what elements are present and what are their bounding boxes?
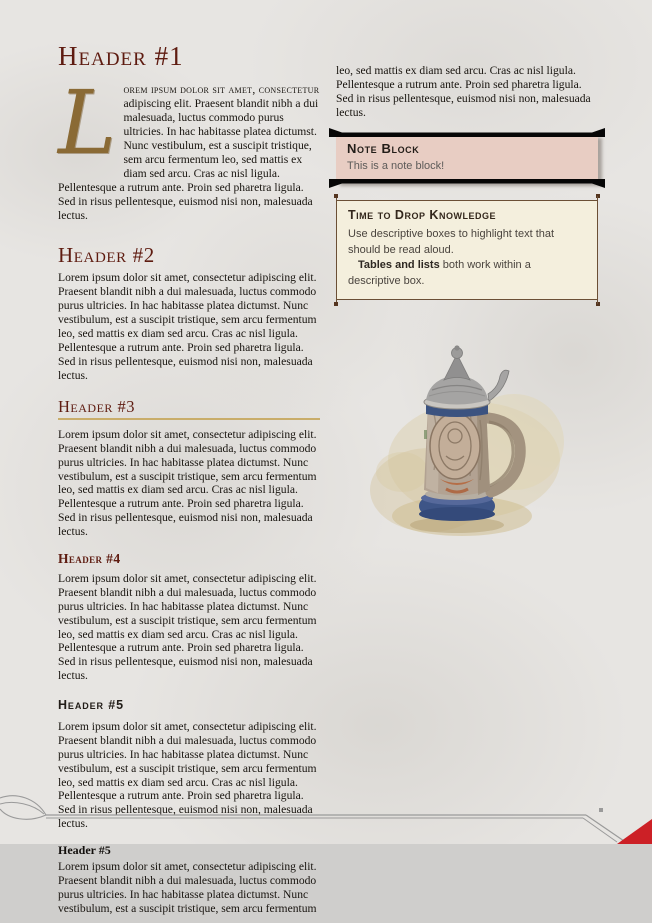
red-corner-triangle [617,819,652,844]
note-block [336,134,598,183]
note-top-bar-ornament [329,128,605,137]
heading-6: Header #5 [58,843,111,858]
heading-1: Header #1 [58,41,184,71]
left-column [58,34,320,923]
descriptive-box-paragraph: Use descriptive boxes to highlight text that should be read aloud. [348,227,555,256]
footer-square-dot [599,808,603,812]
paragraph-truncated: Lorem ipsum dolor sit amet, consectetur adipiscing elit. Praesent blandit nibh a dui malesuada, luctus commodo purus ultricies. In hac habitasse platea dictumst. Nunc vestibulum, est a suscipit tristique, sem arcu fermentum [58,859,317,915]
note-block-body: This is a note block! [347,159,445,172]
corner-dot-icon [334,194,338,198]
descriptive-box [336,200,598,300]
smallcaps-lead: orem ipsum dolor sit amet, consectetur [123,83,320,97]
note-bottom-bar-ornament [329,179,605,188]
dropcap-paragraph [58,71,320,222]
paragraph: Lorem ipsum dolor sit amet, consectetur adipiscing elit. Praesent blandit nibh a dui malesuada, luctus commodo purus ultricies. In hac habitasse platea dictumst. Nunc vestibulum, est a suscipit tristique, sem arcu fermentum leo, sed mattis ex diam sed arcu. Cras ac nisl ligula. Pellentesque a rutrum ante. Proin sed pharetra ligula. Sed in risus pellentesque, euismod nisi non, malesuada lectus. [58,271,317,382]
drop-cap-letter: L [58,71,117,175]
beer-stein-illustration [362,330,572,542]
right-column [336,34,598,542]
paragraph: Lorem ipsum dolor sit amet, consectetur adipiscing elit. Praesent blandit nibh a dui malesuada, luctus commodo purus ultricies. In hac habitasse platea dictumst. Nunc vestibulum, est a suscipit tristique, sem arcu fermentum leo, sed mattis ex diam sed arcu. Cras ac nisl ligula. Pellentesque a rutrum ante. Proin sed pharetra ligula. Sed in risus pellentesque, euismod nisi non, malesuada lectus. [58,427,317,539]
descriptive-box-paragraph-2: Tables and lists both work within a descriptive box. [348,259,531,288]
dropcap-paragraph-rest: adipiscing elit. Praesent blandit nibh a dui malesuada, luctus commodo purus ultricies. In hac habitasse platea dictumst. Nunc vestibulum, est a suscipit tristique, sem arcu fermentum leo, sed mattis ex diam sed arcu. Cras ac nisl ligula. Pellentesque a rutrum ante. Proin sed pharetra ligula. Sed in risus pellentesque, euismod nisi non, malesuada lectus. [58,97,319,222]
heading-4: Header #4 [58,551,121,567]
footer-flourish [0,792,652,844]
corner-dot-icon [596,194,600,198]
heading-3: Header #3 [58,398,320,420]
note-block-title: Note Block [347,140,420,156]
descriptive-box-title: Time to Drop Knowledge [348,208,496,223]
heading-2: Header #2 [58,243,155,268]
continuation-paragraph: leo, sed mattis ex diam sed arcu. Cras ac nisl ligula. Pellentesque a rutrum ante. Proin sed pharetra ligula. Sed in risus pellentesque, euismod nisi non, malesuada lectus. [336,64,591,119]
paragraph: Lorem ipsum dolor sit amet, consectetur adipiscing elit. Praesent blandit nibh a dui malesuada, luctus commodo purus ultricies. In hac habitasse platea dictumst. Nunc vestibulum, est a suscipit tristique, sem arcu fermentum leo, sed mattis ex diam sed arcu. Cras ac nisl ligula. Pellentesque a rutrum ante. Proin sed pharetra ligula. Sed in risus pellentesque, euismod nisi non, malesuada lectus. [58,719,317,831]
paragraph: Lorem ipsum dolor sit amet, consectetur adipiscing elit. Praesent blandit nibh a dui malesuada, luctus commodo purus ultricies. In hac habitasse platea dictumst. Nunc vestibulum, est a suscipit tristique, sem arcu fermentum leo, sed mattis ex diam sed arcu. Cras ac nisl ligula. Pellentesque a rutrum ante. Proin sed pharetra ligula. Sed in risus pellentesque, euismod nisi non, malesuada lectus. [58,571,317,683]
heading-5: Header #5 [58,698,125,713]
bold-lead: Tables and lists [358,259,440,272]
corner-dot-icon [596,302,600,306]
corner-dot-icon [334,302,338,306]
